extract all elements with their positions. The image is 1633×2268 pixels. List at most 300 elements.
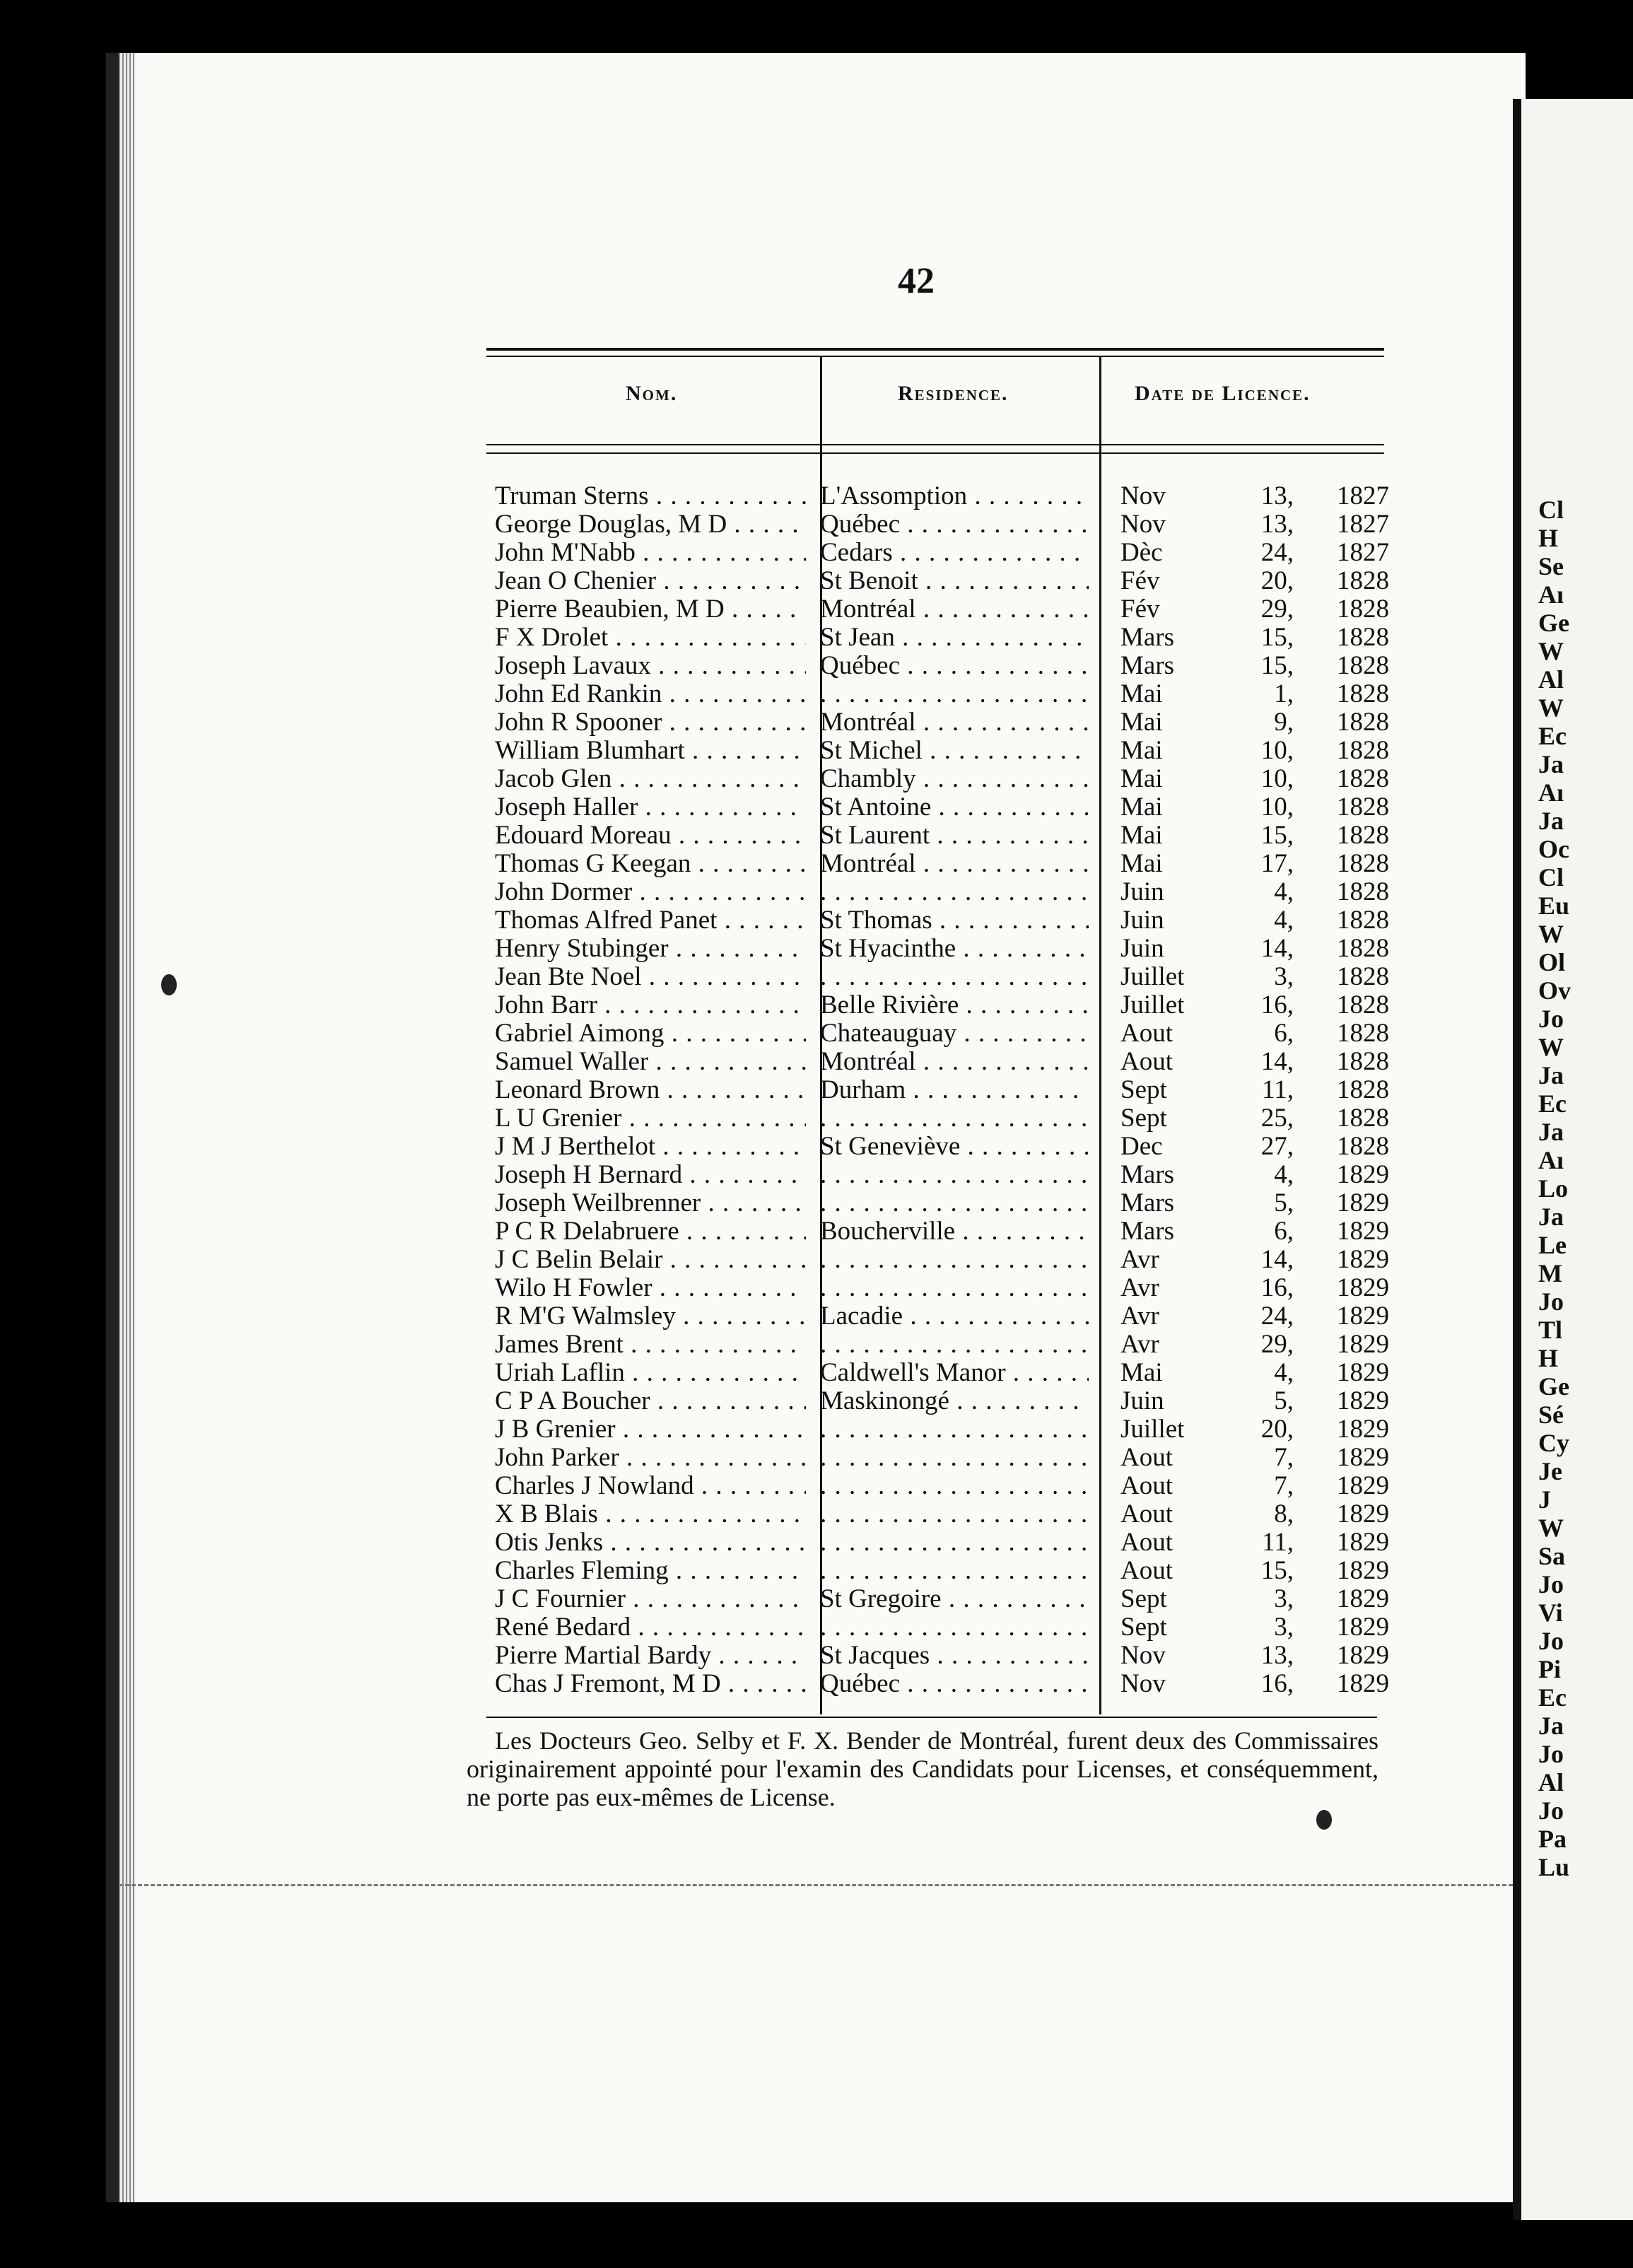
residence-cell <box>820 1472 1089 1500</box>
table-row <box>495 1500 1389 1528</box>
residence-cell: Québec . . . <box>820 652 1089 680</box>
name-cell: Truman Sterns . . . <box>495 482 806 510</box>
name-cell: John R Spooner . . . <box>495 708 806 737</box>
residence-cell: Boucherville . . . <box>820 1217 1089 1246</box>
day-cell: 13, <box>1260 510 1294 539</box>
name-cell: John Parker . . . <box>495 1444 806 1472</box>
table-row <box>495 1133 1389 1161</box>
month-cell: Fév <box>1120 595 1160 624</box>
name-cell: Jacob Glen . . . <box>495 765 806 793</box>
name-cell: Jean O Chenier . . . <box>495 567 806 595</box>
adjacent-page-fragment: Aı <box>1538 580 1564 609</box>
table-row <box>495 906 1389 935</box>
year-cell: 1829 <box>1337 1359 1389 1387</box>
adjacent-page-fragment: Aı <box>1538 1146 1564 1174</box>
name-cell: Pierre Martial Bardy . . . <box>495 1642 806 1670</box>
header-name: Nom. <box>626 382 678 405</box>
month-cell: Mai <box>1120 822 1163 850</box>
name-cell: Gabriel Aimong . . . <box>495 1019 806 1048</box>
name-cell: Charles J Nowland . . . <box>495 1472 806 1500</box>
table-row <box>495 624 1389 652</box>
day-cell: 14, <box>1260 935 1294 963</box>
day-cell: 6, <box>1274 1019 1294 1048</box>
day-cell: 15, <box>1260 822 1294 850</box>
name-cell: R M'G Walmsley . . . <box>495 1302 806 1331</box>
residence-cell <box>820 1189 1089 1217</box>
month-cell: Aout <box>1120 1048 1173 1076</box>
table-row <box>495 1246 1389 1274</box>
table-row <box>495 850 1389 878</box>
residence-cell: St Hyacinthe . . . <box>820 935 1089 963</box>
adjacent-page-fragment: W <box>1538 1514 1564 1542</box>
name-cell: J B Grenier . . . <box>495 1415 806 1444</box>
adjacent-page-fragment: Ge <box>1538 1372 1569 1401</box>
year-cell: 1828 <box>1337 878 1389 906</box>
day-cell: 17, <box>1260 850 1294 878</box>
table-row <box>495 680 1389 708</box>
month-cell: Sept <box>1120 1585 1167 1613</box>
year-cell: 1828 <box>1337 906 1389 935</box>
month-cell: Aout <box>1120 1444 1173 1472</box>
month-cell: Mai <box>1120 737 1163 765</box>
residence-cell <box>820 1331 1089 1359</box>
adjacent-page-fragment: Eu <box>1538 892 1570 920</box>
name-cell: Otis Jenks . . . <box>495 1528 806 1557</box>
name-cell: Samuel Waller . . . <box>495 1048 806 1076</box>
day-cell: 11, <box>1262 1076 1294 1104</box>
month-cell: Avr <box>1120 1246 1159 1274</box>
table-row <box>495 1076 1389 1104</box>
day-cell: 24, <box>1260 1302 1294 1331</box>
adjacent-page-fragment: Vi <box>1538 1598 1563 1627</box>
day-cell: 16, <box>1260 1670 1294 1698</box>
name-cell: Uriah Laflin . . . <box>495 1359 806 1387</box>
name-cell: Charles Fleming . . . <box>495 1557 806 1585</box>
residence-cell: St Jacques . . . <box>820 1642 1089 1670</box>
year-cell: 1828 <box>1337 1076 1389 1104</box>
day-cell: 1, <box>1274 680 1294 708</box>
name-cell: John Ed Rankin . . . <box>495 680 806 708</box>
name-cell: Leonard Brown . . . <box>495 1076 806 1104</box>
residence-cell <box>820 1161 1089 1189</box>
table-row <box>495 878 1389 906</box>
residence-cell <box>820 1274 1089 1302</box>
table-row <box>495 1585 1389 1613</box>
month-cell: Nov <box>1120 482 1166 510</box>
adjacent-page-fragment: Pa <box>1538 1825 1567 1853</box>
year-cell: 1829 <box>1337 1472 1389 1500</box>
residence-cell: L'Assomption . . . <box>820 482 1089 510</box>
residence-cell: Durham . . . <box>820 1076 1089 1104</box>
year-cell: 1829 <box>1337 1613 1389 1642</box>
month-cell: Nov <box>1120 1670 1166 1698</box>
adjacent-page-fragment: Ja <box>1538 1118 1564 1146</box>
table-row <box>495 765 1389 793</box>
month-cell: Mars <box>1120 652 1175 680</box>
month-cell: Juillet <box>1120 991 1185 1019</box>
month-cell: Mai <box>1120 1359 1163 1387</box>
day-cell: 27, <box>1260 1133 1294 1161</box>
residence-cell: Lacadie . . . <box>820 1302 1089 1331</box>
year-cell: 1829 <box>1337 1331 1389 1359</box>
adjacent-page-fragment: Le <box>1538 1231 1567 1259</box>
year-cell: 1828 <box>1337 1048 1389 1076</box>
month-cell: Sept <box>1120 1104 1167 1133</box>
residence-cell: St Michel . . . <box>820 737 1089 765</box>
month-cell: Juin <box>1120 878 1164 906</box>
month-cell: Mai <box>1120 765 1163 793</box>
residence-cell <box>820 680 1089 708</box>
header-rule-bottom-thin <box>486 452 1384 454</box>
residence-cell <box>820 1444 1089 1472</box>
year-cell: 1829 <box>1337 1387 1389 1415</box>
name-cell: Joseph Weilbrenner . . . <box>495 1189 806 1217</box>
year-cell: 1828 <box>1337 1133 1389 1161</box>
table-row <box>495 1642 1389 1670</box>
residence-cell: Cedars . . . <box>820 539 1089 567</box>
year-cell: 1828 <box>1337 822 1389 850</box>
residence-cell: St Geneviève . . . <box>820 1133 1089 1161</box>
table-row <box>495 963 1389 991</box>
table-row <box>495 1472 1389 1500</box>
table-row <box>495 539 1389 567</box>
year-cell: 1827 <box>1337 539 1389 567</box>
year-cell: 1828 <box>1337 935 1389 963</box>
table-row <box>495 1189 1389 1217</box>
adjacent-page-fragment: Aı <box>1538 778 1564 807</box>
adjacent-page-fragment: Lu <box>1538 1853 1570 1881</box>
table-row <box>495 1331 1389 1359</box>
day-cell: 29, <box>1260 1331 1294 1359</box>
residence-cell: Belle Rivière . . . <box>820 991 1089 1019</box>
table-row <box>495 567 1389 595</box>
table-row <box>495 822 1389 850</box>
residence-cell <box>820 1528 1089 1557</box>
table-row <box>495 1415 1389 1444</box>
residence-cell: St Antoine . . . <box>820 793 1089 822</box>
adjacent-page-fragment: Jo <box>1538 1627 1564 1655</box>
year-cell: 1828 <box>1337 737 1389 765</box>
year-cell: 1829 <box>1337 1670 1389 1698</box>
month-cell: Aout <box>1120 1528 1173 1557</box>
adjacent-page-fragment: Sé <box>1538 1401 1564 1429</box>
day-cell: 4, <box>1274 906 1294 935</box>
day-cell: 7, <box>1274 1472 1294 1500</box>
residence-cell: St Jean . . . <box>820 624 1089 652</box>
table-row <box>495 1444 1389 1472</box>
month-cell: Nov <box>1120 1642 1166 1670</box>
name-cell: John Barr . . . <box>495 991 806 1019</box>
month-cell: Sept <box>1120 1076 1167 1104</box>
page-number: 42 <box>898 261 935 301</box>
year-cell: 1829 <box>1337 1642 1389 1670</box>
residence-cell: Maskinongé . . . <box>820 1387 1089 1415</box>
name-cell: Jean Bte Noel . . . <box>495 963 806 991</box>
day-cell: 9, <box>1274 708 1294 737</box>
table-row <box>495 1387 1389 1415</box>
adjacent-page-fragment: Je <box>1538 1457 1562 1485</box>
residence-cell: Caldwell's Manor . . . <box>820 1359 1089 1387</box>
table-row <box>495 793 1389 822</box>
table-row <box>495 737 1389 765</box>
month-cell: Juin <box>1120 906 1164 935</box>
month-cell: Juillet <box>1120 963 1185 991</box>
year-cell: 1829 <box>1337 1444 1389 1472</box>
year-cell: 1828 <box>1337 850 1389 878</box>
day-cell: 10, <box>1260 765 1294 793</box>
adjacent-page-fragment: W <box>1538 920 1564 948</box>
day-cell: 15, <box>1260 652 1294 680</box>
name-cell: J M J Berthelot . . . <box>495 1133 806 1161</box>
year-cell: 1828 <box>1337 680 1389 708</box>
year-cell: 1829 <box>1337 1274 1389 1302</box>
adjacent-page-fragment: M <box>1538 1259 1562 1287</box>
table-row <box>495 1557 1389 1585</box>
page-edge-line <box>119 1884 1513 1886</box>
name-cell: Thomas Alfred Panet . . . <box>495 906 806 935</box>
month-cell: Mai <box>1120 708 1163 737</box>
month-cell: Mars <box>1120 1217 1175 1246</box>
header-residence: Residence. <box>898 382 1009 405</box>
name-cell: Chas J Fremont, M D . . . <box>495 1670 806 1698</box>
adjacent-page-fragment: Tl <box>1538 1316 1563 1344</box>
month-cell: Mars <box>1120 1161 1175 1189</box>
month-cell: Mars <box>1120 1189 1175 1217</box>
table-row <box>495 1048 1389 1076</box>
year-cell: 1828 <box>1337 963 1389 991</box>
name-cell: James Brent . . . <box>495 1331 806 1359</box>
table-row <box>495 1161 1389 1189</box>
year-cell: 1828 <box>1337 991 1389 1019</box>
table-row <box>495 1302 1389 1331</box>
adjacent-page-fragment: Al <box>1538 1768 1564 1796</box>
table-row <box>495 510 1389 539</box>
name-cell: Henry Stubinger . . . <box>495 935 806 963</box>
residence-cell: St Gregoire . . . <box>820 1585 1089 1613</box>
adjacent-page-fragment: Ja <box>1538 750 1564 778</box>
year-cell: 1828 <box>1337 708 1389 737</box>
name-cell: Joseph H Bernard . . . <box>495 1161 806 1189</box>
month-cell: Aout <box>1120 1500 1173 1528</box>
year-cell: 1829 <box>1337 1557 1389 1585</box>
month-cell: Avr <box>1120 1274 1159 1302</box>
adjacent-page <box>1513 99 1633 2220</box>
year-cell: 1829 <box>1337 1189 1389 1217</box>
year-cell: 1828 <box>1337 1019 1389 1048</box>
adjacent-page-fragment: W <box>1538 694 1564 722</box>
month-cell: Aout <box>1120 1472 1173 1500</box>
adjacent-page-fragment: Ja <box>1538 1061 1564 1089</box>
month-cell: Mars <box>1120 624 1175 652</box>
year-cell: 1829 <box>1337 1217 1389 1246</box>
residence-cell <box>820 1246 1089 1274</box>
table-row <box>495 1274 1389 1302</box>
adjacent-page-fragment: Pi <box>1538 1655 1561 1683</box>
day-cell: 29, <box>1260 595 1294 624</box>
day-cell: 15, <box>1260 624 1294 652</box>
name-cell: X B Blais . . . <box>495 1500 806 1528</box>
day-cell: 16, <box>1260 991 1294 1019</box>
month-cell: Mai <box>1120 793 1163 822</box>
footnote: Les Docteurs Geo. Selby et F. X. Bender de Montréal, furent deux des Commissaires originairement appointé pour l'examin des Candidats pour Licenses, et conséquemment, ne porte pas eux-mêmes de License. <box>467 1726 1379 1811</box>
year-cell: 1829 <box>1337 1415 1389 1444</box>
name-cell: Thomas G Keegan . . . <box>495 850 806 878</box>
name-cell: L U Grenier . . . <box>495 1104 806 1133</box>
adjacent-page-fragment: Ec <box>1538 722 1567 750</box>
name-cell: Edouard Moreau . . . <box>495 822 806 850</box>
name-cell: George Douglas, M D . . . <box>495 510 806 539</box>
residence-cell <box>820 878 1089 906</box>
adjacent-page-fragment: Ec <box>1538 1683 1567 1712</box>
year-cell: 1827 <box>1337 482 1389 510</box>
day-cell: 14, <box>1260 1048 1294 1076</box>
header-rule-top <box>486 348 1384 351</box>
residence-cell: Chambly . . . <box>820 765 1089 793</box>
residence-cell: Montréal . . . <box>820 850 1089 878</box>
name-cell: René Bedard . . . <box>495 1613 806 1642</box>
year-cell: 1828 <box>1337 595 1389 624</box>
day-cell: 6, <box>1274 1217 1294 1246</box>
day-cell: 4, <box>1274 878 1294 906</box>
adjacent-page-fragment: Ja <box>1538 1203 1564 1231</box>
day-cell: 5, <box>1274 1387 1294 1415</box>
ink-blot <box>161 974 177 995</box>
adjacent-page-fragment: Lo <box>1538 1174 1569 1203</box>
day-cell: 4, <box>1274 1161 1294 1189</box>
adjacent-page-fragment: Jo <box>1538 1570 1564 1598</box>
day-cell: 8, <box>1274 1500 1294 1528</box>
adjacent-page-fragment: Cy <box>1538 1429 1569 1457</box>
residence-cell: St Benoit . . . <box>820 567 1089 595</box>
header-rule-bottom <box>486 444 1384 445</box>
header-date: Date de Licence. <box>1135 382 1311 405</box>
month-cell: Juillet <box>1120 1415 1185 1444</box>
day-cell: 4, <box>1274 1359 1294 1387</box>
name-cell: John M'Nabb . . . <box>495 539 806 567</box>
residence-cell <box>820 1613 1089 1642</box>
residence-cell: Montréal . . . <box>820 1048 1089 1076</box>
month-cell: Aout <box>1120 1019 1173 1048</box>
day-cell: 20, <box>1260 1415 1294 1444</box>
name-cell: P C R Delabruere . . . <box>495 1217 806 1246</box>
month-cell: Juin <box>1120 1387 1164 1415</box>
residence-cell <box>820 1415 1089 1444</box>
adjacent-page-fragment: Sa <box>1538 1542 1566 1570</box>
name-cell: Wilo H Fowler . . . <box>495 1274 806 1302</box>
table-row <box>495 1613 1389 1642</box>
adjacent-page-fragment: Jo <box>1538 1740 1564 1768</box>
adjacent-page-fragment: Ja <box>1538 1712 1564 1740</box>
adjacent-page-fragment: Oc <box>1538 835 1569 863</box>
table-row <box>495 1217 1389 1246</box>
year-cell: 1828 <box>1337 567 1389 595</box>
residence-cell: St Thomas . . . <box>820 906 1089 935</box>
day-cell: 5, <box>1274 1189 1294 1217</box>
adjacent-page-fragment: J <box>1538 1485 1551 1514</box>
adjacent-page-fragment: Jo <box>1538 1287 1564 1316</box>
day-cell: 11, <box>1262 1528 1294 1557</box>
adjacent-page-fragment: Al <box>1538 665 1564 694</box>
table-row <box>495 708 1389 737</box>
month-cell: Mai <box>1120 850 1163 878</box>
table-row <box>495 482 1389 510</box>
adjacent-page-fragment: Ec <box>1538 1089 1567 1118</box>
table-row <box>495 991 1389 1019</box>
adjacent-page-fragment: Se <box>1538 552 1564 580</box>
name-cell: Joseph Haller . . . <box>495 793 806 822</box>
name-cell: Pierre Beaubien, M D . . . <box>495 595 806 624</box>
adjacent-page-fragment: H <box>1538 524 1559 552</box>
adjacent-page-fragment: Cl <box>1538 863 1564 892</box>
day-cell: 3, <box>1274 1585 1294 1613</box>
residence-cell: Québec . . . <box>820 1670 1089 1698</box>
adjacent-page-fragment: Ov <box>1538 976 1571 1005</box>
year-cell: 1829 <box>1337 1161 1389 1189</box>
adjacent-page-fragment: Ja <box>1538 807 1564 835</box>
table-row <box>495 595 1389 624</box>
day-cell: 13, <box>1260 1642 1294 1670</box>
month-cell: Mai <box>1120 680 1163 708</box>
month-cell: Juin <box>1120 935 1164 963</box>
day-cell: 13, <box>1260 482 1294 510</box>
adjacent-page-fragment: W <box>1538 637 1564 665</box>
day-cell: 7, <box>1274 1444 1294 1472</box>
adjacent-page-fragment: H <box>1538 1344 1559 1372</box>
day-cell: 25, <box>1260 1104 1294 1133</box>
header-rule-top-thin <box>486 356 1384 357</box>
month-cell: Avr <box>1120 1331 1159 1359</box>
year-cell: 1829 <box>1337 1246 1389 1274</box>
table-row <box>495 1019 1389 1048</box>
year-cell: 1828 <box>1337 793 1389 822</box>
name-cell: Joseph Lavaux . . . <box>495 652 806 680</box>
month-cell: Avr <box>1120 1302 1159 1331</box>
adjacent-page-fragment: W <box>1538 1033 1564 1061</box>
table-row <box>495 1359 1389 1387</box>
name-cell: J C Fournier . . . <box>495 1585 806 1613</box>
adjacent-page-fragment: Ge <box>1538 609 1569 637</box>
table-row <box>495 1670 1389 1698</box>
year-cell: 1829 <box>1337 1585 1389 1613</box>
year-cell: 1829 <box>1337 1500 1389 1528</box>
name-cell: C P A Boucher . . . <box>495 1387 806 1415</box>
year-cell: 1828 <box>1337 652 1389 680</box>
residence-cell <box>820 1557 1089 1585</box>
name-cell: F X Drolet . . . <box>495 624 806 652</box>
residence-cell: Montréal . . . <box>820 708 1089 737</box>
table-row <box>495 652 1389 680</box>
day-cell: 3, <box>1274 963 1294 991</box>
day-cell: 16, <box>1260 1274 1294 1302</box>
adjacent-page-fragment: Jo <box>1538 1005 1564 1033</box>
year-cell: 1827 <box>1337 510 1389 539</box>
residence-cell <box>820 1104 1089 1133</box>
month-cell: Nov <box>1120 510 1166 539</box>
month-cell: Sept <box>1120 1613 1167 1642</box>
month-cell: Dec <box>1120 1133 1163 1161</box>
residence-cell <box>820 1500 1089 1528</box>
book-spine <box>119 53 134 2202</box>
year-cell: 1828 <box>1337 1104 1389 1133</box>
residence-cell <box>820 963 1089 991</box>
month-cell: Fév <box>1120 567 1160 595</box>
day-cell: 24, <box>1260 539 1294 567</box>
day-cell: 10, <box>1260 737 1294 765</box>
name-cell: John Dormer . . . <box>495 878 806 906</box>
day-cell: 10, <box>1260 793 1294 822</box>
day-cell: 3, <box>1274 1613 1294 1642</box>
residence-cell: Chateauguay . . . <box>820 1019 1089 1048</box>
